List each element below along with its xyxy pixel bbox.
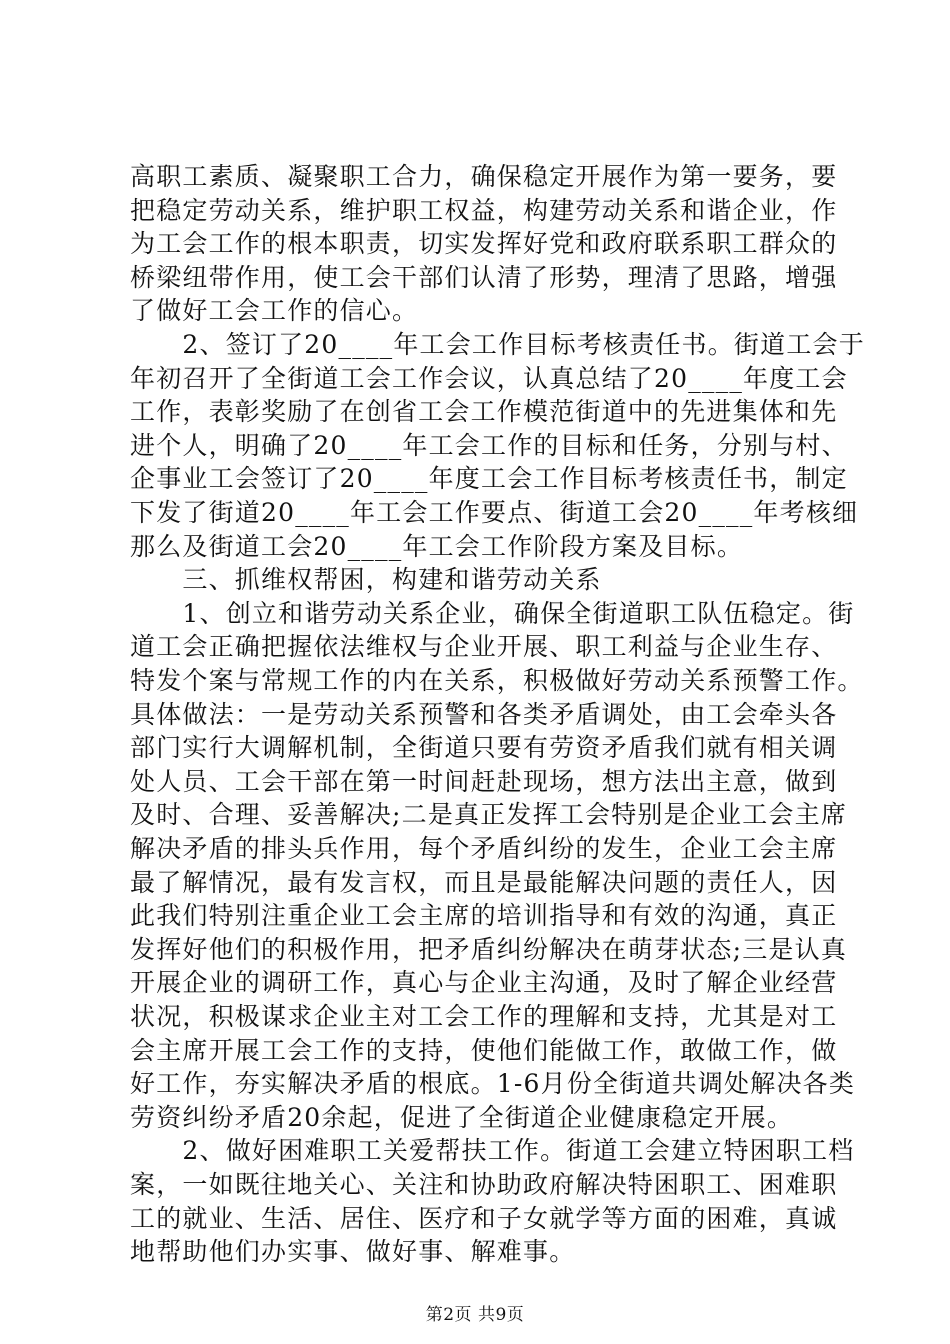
page-footer: 第2页 共9页 [425,1305,525,1325]
text-line: 部门实行大调解机制，全街道只要有劳资矛盾我们就有相关调 [130,733,838,763]
text-line: 1、创立和谐劳动关系企业，确保全街道职工队伍稳定。街 [130,598,855,628]
text-line: 及时、合理、妥善解决;二是真正发挥工会特别是企业工会主席 [130,800,848,830]
text-line: 道工会正确把握依法维权与企业开展、职工利益与企业生存、 [130,632,838,662]
text-line: 发挥好他们的积极作用，把矛盾纠纷解决在萌芽状态;三是认真 [130,934,848,964]
text-line: 处人员、工会干部在第一时间赶赴现场，想方法出主意，做到 [130,766,838,796]
text-line: 为工会工作的根本职责，切实发挥好党和政府联系职工群众的 [130,229,838,259]
section-heading: 三、抓维权帮困，构建和谐劳动关系 [130,565,602,595]
text-line: 地帮助他们办实事、做好事、解难事。 [130,1237,576,1267]
text-line: 具体做法：一是劳动关系预警和各类矛盾调处，由工会牵头各 [130,699,838,729]
text-line: 特发个案与常规工作的内在关系，积极做好劳动关系预警工作。 [130,666,864,695]
text-line: 工的就业、生活、居住、医疗和子女就学等方面的困难，真诚 [130,1203,838,1233]
text-line: 企事业工会签订了20____年度工会工作目标考核责任书，制定 [130,464,848,494]
text-line: 下发了街道20____年工会工作要点、街道工会20____年考核细 [130,498,859,527]
text-line: 会主席开展工会工作的支持，使他们能做工作，敢做工作，做 [130,1035,838,1065]
text-line: 桥梁纽带作用，使工会干部们认清了形势，理清了思路，增强 [130,262,838,292]
text-line: 高职工素质、凝聚职工合力，确保稳定开展作为第一要务，要 [130,162,838,191]
text-line: 此我们特别注重企业工会主席的培训指导和有效的沟通，真正 [130,901,838,931]
text-line: 劳资纠纷矛盾20余起，促进了全街道企业健康稳定开展。 [130,1102,794,1132]
text-line: 2、签订了20____年工会工作目标考核责任书。街道工会于 [130,330,865,359]
text-line: 进个人，明确了20____年工会工作的目标和任务，分别与村、 [130,430,848,460]
text-line: 开展企业的调研工作，真心与企业主沟通，及时了解企业经营 [130,968,838,998]
text-line: 工作，表彰奖励了在创省工会工作模范街道中的先进集体和先 [130,397,838,427]
text-line: 把稳定劳动关系，维护职工权益，构建劳动关系和谐企业，作 [130,195,838,225]
text-line: 好工作，夯实解决矛盾的根底。1-6月份全街道共调处解决各类 [130,1069,856,1099]
text-line: 状况，积极谋求企业主对工会工作的理解和支持，尤其是对工 [130,1002,838,1031]
text-line: 那么及街道工会20____年工会工作阶段方案及目标。 [130,531,744,561]
text-line: 了做好工会工作的信心。 [130,296,419,326]
text-line: 2、做好困难职工关爱帮扶工作。街道工会建立特困职工档 [130,1136,855,1166]
text-line: 解决矛盾的排头兵作用，每个矛盾纠纷的发生，企业工会主席 [130,834,838,863]
text-line: 最了解情况，最有发言权，而且是最能解决问题的责任人，因 [130,867,838,897]
text-line: 案，一如既往地关心、关注和协助政府解决特困职工、困难职 [130,1170,838,1199]
text-line: 年初召开了全街道工会工作会议，认真总结了20____年度工会 [130,363,848,393]
